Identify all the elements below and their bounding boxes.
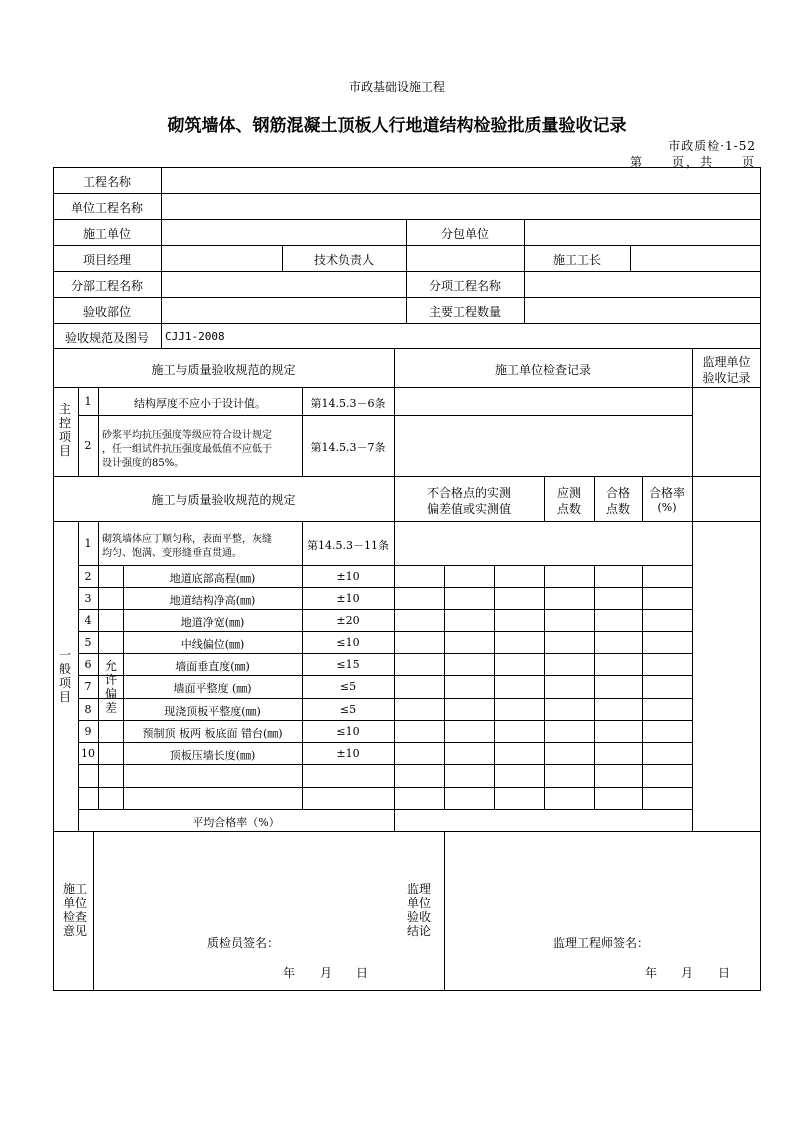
tolerance-row-value: ±10 bbox=[336, 592, 360, 605]
main-item-no: 2 bbox=[84, 439, 92, 452]
main-quantity-label: 主要工程数量 bbox=[428, 305, 501, 319]
inspector-date-day: 日 bbox=[356, 966, 369, 980]
tolerance-row-name: 地道结构净高(㎜) bbox=[169, 594, 256, 607]
project-name-field[interactable] bbox=[162, 168, 760, 192]
main-item-desc-line: ，任一组试件抗压强度最低值不应低于 bbox=[102, 444, 272, 455]
inspection-part-field[interactable] bbox=[162, 298, 405, 322]
foreman-label: 施工工长 bbox=[552, 253, 601, 267]
constructor-label: 施工单位 bbox=[82, 227, 131, 241]
pass-rate-header-1: 合格率 bbox=[648, 486, 685, 500]
tolerance-row-value: ≤5 bbox=[339, 703, 357, 716]
tolerance-row-no: 7 bbox=[84, 680, 92, 693]
subitem-label: 分项工程名称 bbox=[428, 279, 501, 293]
tolerance-row-no: 5 bbox=[84, 636, 92, 649]
pass-points-header-2: 点数 bbox=[605, 502, 630, 516]
tolerance-row-name: 中线偏位(㎜) bbox=[180, 638, 245, 651]
tolerance-row-name: 预制顶 板两 板底面 错台(㎜) bbox=[142, 727, 283, 740]
inspector-date-month: 月 bbox=[320, 966, 333, 980]
tech-lead-field[interactable] bbox=[407, 246, 523, 270]
main-item-clause: 第14.5.3－6条 bbox=[310, 397, 386, 410]
main-item-no: 1 bbox=[84, 395, 92, 408]
spec-value: CJJ1-2008 bbox=[165, 330, 225, 343]
tolerance-row-name: 现浇顶板平整度(㎜) bbox=[164, 705, 261, 718]
average-rate-field[interactable] bbox=[395, 810, 691, 830]
supervisor-record-header-1: 监理单位 bbox=[702, 355, 751, 369]
tolerance-row-name: 墙面垂直度(㎜) bbox=[175, 660, 250, 673]
deviation-header-2: 偏差值或实测值 bbox=[426, 502, 511, 516]
project-manager-label: 项目经理 bbox=[82, 253, 131, 267]
engineer-date-day: 日 bbox=[718, 966, 731, 980]
tolerance-row-value: ≤10 bbox=[336, 636, 360, 649]
engineer-date-month: 月 bbox=[681, 966, 694, 980]
tolerance-row-value: ≤5 bbox=[339, 680, 357, 693]
page-title: 砌筑墙体、钢筋混凝土顶板人行地道结构检验批质量验收记录 bbox=[167, 116, 627, 136]
main-quantity-field[interactable] bbox=[525, 298, 760, 322]
tolerance-row-name: 地道底部高程(㎜) bbox=[169, 572, 256, 585]
spec-label: 验收规范及图号 bbox=[64, 331, 149, 345]
tolerance-row-no: 3 bbox=[84, 592, 92, 605]
general-item-desc-line: 砌筑墙体应丁顺匀称，表面平整，灰缝 bbox=[102, 534, 272, 545]
tolerance-row-no: 9 bbox=[84, 725, 92, 738]
main-item-record[interactable] bbox=[395, 388, 691, 414]
tolerance-row-no: 10 bbox=[81, 747, 95, 760]
subdivision-field[interactable] bbox=[162, 272, 405, 296]
general-spec-rules-header: 施工与质量验收规范的规定 bbox=[151, 493, 296, 507]
supervisor-record-header-2: 验收记录 bbox=[702, 371, 751, 385]
tolerance-row-value: ±20 bbox=[336, 614, 360, 627]
tolerance-row-no: 2 bbox=[84, 570, 92, 583]
supervision-conclusion-field[interactable] bbox=[445, 832, 760, 990]
main-item-clause: 第14.5.3－7条 bbox=[310, 441, 386, 454]
main-item-desc-line: 设计强度的85%。 bbox=[102, 458, 185, 469]
inspector-date-year: 年 bbox=[283, 966, 296, 980]
construction-opinion-field[interactable] bbox=[94, 832, 393, 990]
supervisor-general-record-field[interactable] bbox=[693, 477, 760, 830]
subcontractor-field[interactable] bbox=[525, 220, 760, 244]
project-name-label: 工程名称 bbox=[82, 175, 131, 189]
construction-opinion-label: 施工单位检查意见 bbox=[62, 882, 87, 938]
should-points-header-2: 点数 bbox=[556, 502, 581, 516]
inspector-signature-label: 质检员签名： bbox=[207, 936, 280, 950]
engineer-signature-label: 监理工程师签名： bbox=[553, 936, 650, 950]
spec-rules-header: 施工与质量验收规范的规定 bbox=[151, 363, 296, 377]
tolerance-row-name: 顶板压墙长度(㎜) bbox=[169, 749, 256, 762]
supervisor-record-field[interactable] bbox=[693, 388, 760, 475]
tolerance-row-no: 6 bbox=[84, 658, 92, 671]
foreman-field[interactable] bbox=[631, 246, 760, 270]
main-item-record[interactable] bbox=[395, 416, 691, 475]
tolerance-row-value: ≤15 bbox=[336, 658, 360, 671]
tolerance-label: 允许偏差 bbox=[104, 659, 117, 715]
form-code: 市政质检·1-52 bbox=[668, 139, 756, 153]
average-rate-label: 平均合格率（%） bbox=[192, 816, 280, 829]
engineer-date-year: 年 bbox=[645, 966, 658, 980]
tolerance-row-no: 8 bbox=[84, 703, 92, 716]
supervision-conclusion-label: 监理单位验收结论 bbox=[406, 882, 431, 938]
tolerance-row-name: 地道净宽(㎜) bbox=[180, 616, 245, 629]
subitem-field[interactable] bbox=[525, 272, 760, 296]
page-number: 第 页，共 页 bbox=[629, 155, 756, 169]
general-item-clause: 第14.5.3－11条 bbox=[307, 539, 389, 552]
tolerance-row-name: 墙面平整度 (㎜) bbox=[173, 682, 252, 695]
should-points-header-1: 应测 bbox=[556, 486, 581, 500]
general-group-label: 一般项目 bbox=[58, 648, 71, 704]
general-item-record[interactable] bbox=[395, 522, 691, 564]
main-item-desc: 结构厚度不应小于设计值。 bbox=[134, 397, 266, 410]
project-manager-field[interactable] bbox=[162, 246, 281, 270]
inspection-record-header: 施工单位检查记录 bbox=[494, 363, 591, 377]
main-control-group-label: 主控项目 bbox=[58, 402, 71, 458]
general-item-no: 1 bbox=[84, 537, 92, 550]
pass-rate-header-2: (%) bbox=[657, 501, 677, 514]
main-item-desc-line: 砂浆平均抗压强度等级应符合设计规定 bbox=[102, 430, 272, 441]
document-category: 市政基础设施工程 bbox=[348, 80, 445, 94]
unit-project-label: 单位工程名称 bbox=[70, 201, 143, 215]
subdivision-label: 分部工程名称 bbox=[70, 279, 143, 293]
tech-lead-label: 技术负责人 bbox=[313, 253, 374, 267]
tolerance-row-value: ±10 bbox=[336, 570, 360, 583]
unit-project-field[interactable] bbox=[162, 194, 760, 218]
deviation-header-1: 不合格点的实测 bbox=[426, 486, 511, 500]
constructor-field[interactable] bbox=[162, 220, 405, 244]
general-item-desc-line: 均匀、饱满、变形缝垂直贯通。 bbox=[102, 548, 242, 559]
tolerance-row-value: ≤10 bbox=[336, 725, 360, 738]
subcontractor-label: 分包单位 bbox=[440, 227, 489, 241]
pass-points-header-1: 合格 bbox=[605, 486, 630, 500]
tolerance-row-value: ±10 bbox=[336, 747, 360, 760]
inspection-part-label: 验收部位 bbox=[82, 305, 131, 319]
tolerance-row-no: 4 bbox=[84, 614, 92, 627]
